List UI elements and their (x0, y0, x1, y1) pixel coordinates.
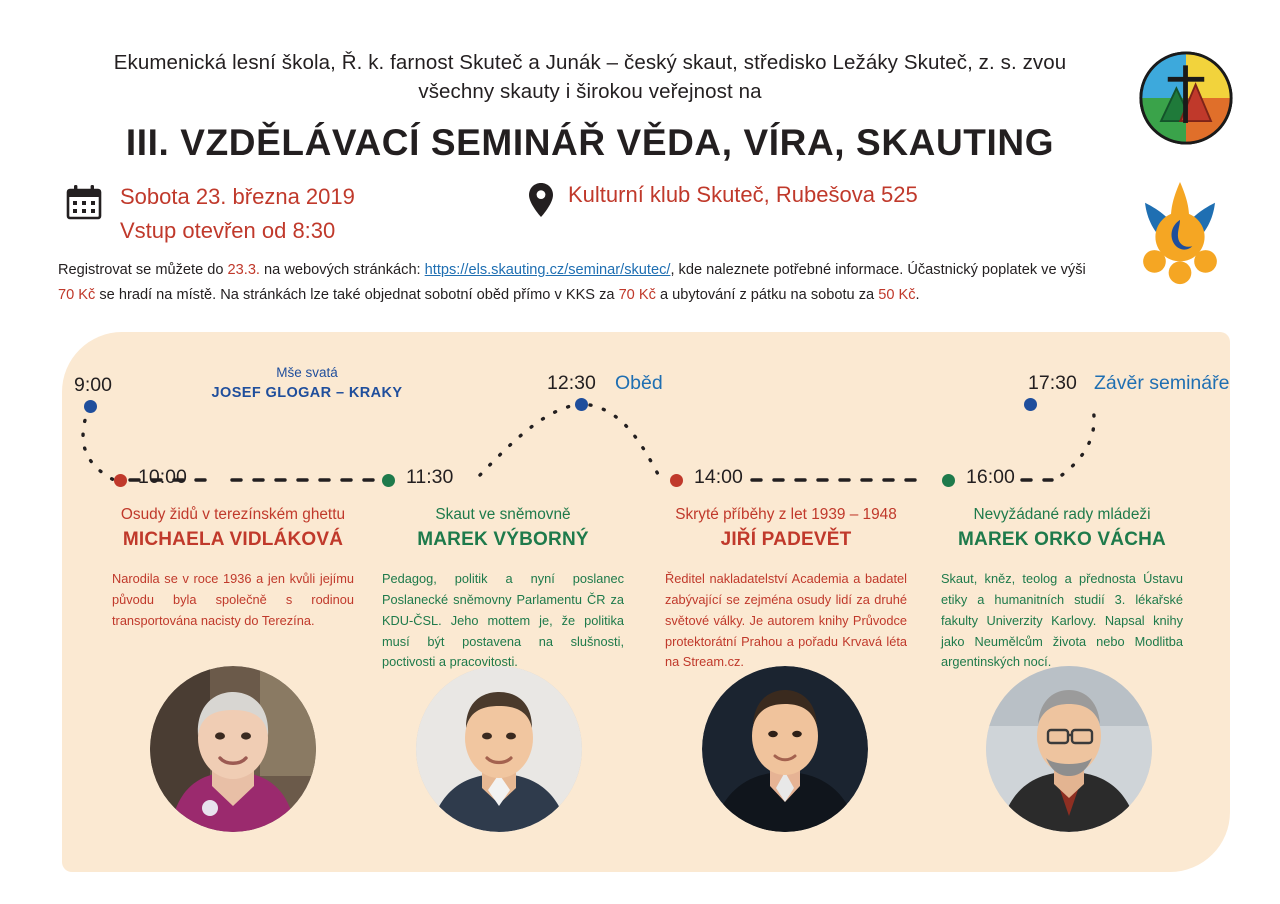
talk-column (661, 505, 911, 673)
talk-topic: Osudy židů v terezínském ghettu (120, 506, 346, 523)
timeline-time-0: 9:00 (74, 374, 112, 396)
timeline-dot-0 (84, 400, 97, 413)
talk-bio: Narodila se v roce 1936 a jen kvůli jejímu původu byla společně s rodinou transportována nacisty do Terezína. (112, 571, 354, 628)
doors-open: Vstup otevřen od 8:30 (120, 218, 336, 244)
fee-participation: 70 Kč (58, 287, 96, 304)
talk-topic: Nevyžádané rady mládeži (973, 506, 1151, 523)
timeline-label-lunch: Oběd (615, 372, 663, 394)
talk-bio: Pedagog, politik a nyní poslanec Poslanecké sněmovny Parlamentu ČR za KDU-ČSL. Jeho mottem je, že politika musí být postavena na slušnosti, poctivosti a pracovitosti. (382, 571, 624, 670)
reg-text-2: na webových stránkách: (260, 262, 425, 278)
portrait-michaela-vidlakova (150, 666, 316, 832)
talk-column (108, 505, 358, 632)
venue: Kulturní klub Skuteč, Rubešova 525 (568, 182, 918, 207)
reg-text-1: Registrovat se můžete do (58, 262, 228, 278)
reg-text-6: . (915, 287, 920, 304)
reg-text-4: se hradí na místě. Na stránkách lze také objednat sobotní oběd přímo v KKS za (95, 287, 619, 304)
talk-speaker: MAREK ORKO VÁCHA (958, 529, 1166, 551)
registration-paragraph (58, 258, 1098, 308)
map-pin-icon (528, 182, 554, 218)
portrait-jiri-padevet (702, 666, 868, 832)
timeline-time-4: 14:00 (694, 466, 743, 488)
mass-celebrant: JOSEF GLOGAR – KRAKY (211, 384, 403, 401)
talk-column (378, 505, 628, 673)
timeline-dot-5 (942, 474, 955, 487)
timeline-time-5: 16:00 (966, 466, 1015, 488)
talk-column (937, 505, 1187, 673)
page-title: III. VZDĚLÁVACÍ SEMINÁŘ VĚDA, VÍRA, SKAUTING (125, 122, 1055, 164)
mass-block (172, 364, 442, 403)
portrait-marek-orko-vacha (986, 666, 1152, 832)
header (60, 48, 1120, 164)
timeline-time-3: 12:30 (547, 372, 596, 394)
mass-subtitle: Mše svatá (276, 365, 338, 380)
calendar-icon (66, 184, 102, 220)
talk-bio: Skaut, kněz, teolog a přednosta Ústavu etiky a humanitních studií 3. lékařské fakulty Univerzity Karlovy. Napsal knihy jako Neumělcům života nebo Modlitba argentinských nocí. (941, 571, 1183, 670)
timeline-dot-6 (1024, 398, 1037, 411)
talk-speaker: JIŘÍ PADEVĚT (720, 529, 852, 551)
fee-lunch: 70 Kč (618, 287, 656, 304)
timeline-label-closing: Závěr semináře (1094, 372, 1230, 394)
timeline-time-1: 10:00 (138, 466, 187, 488)
timeline-dot-1 (114, 474, 127, 487)
talk-topic: Skryté příběhy z let 1939 – 1948 (675, 506, 897, 523)
timeline-dot-3 (575, 398, 588, 411)
talk-speaker: MICHAELA VIDLÁKOVÁ (122, 529, 344, 551)
timeline-time-2: 11:30 (406, 466, 454, 488)
timeline-dot-2 (382, 474, 395, 487)
reg-text-5: a ubytování z pátku na sobotu za (655, 287, 879, 304)
registration-deadline: 23.3. (227, 262, 260, 278)
registration-link[interactable]: https://els.skauting.cz/seminar/skutec/ (424, 262, 671, 278)
talk-topic: Skaut ve sněmovně (435, 506, 571, 523)
talk-bio: Ředitel nakladatelství Academia a badatel zabývající se zejména osudy lidí za druhé světové války. Je autorem knihy Průvodce protektorátní Prahou a pořadu Krvavá léta na Stream.cz. (665, 571, 907, 670)
organizer-line: Ekumenická lesní škola, Ř. k. farnost Skuteč a Junák – český skaut, středisko Ležáky Skuteč, z. s. zvou všechny skauty i širokou veřejnost na (113, 51, 1067, 104)
timeline-dot-4 (670, 474, 683, 487)
event-info (62, 178, 1102, 256)
timeline-time-6: 17:30 (1028, 372, 1077, 394)
portrait-marek-vyborny (416, 666, 582, 832)
event-date: Sobota 23. března 2019 (120, 184, 355, 209)
reg-text-3: , kde naleznete potřebné informace. Účastnický poplatek ve výši (670, 262, 1086, 278)
fee-accommodation: 50 Kč (878, 287, 916, 304)
talk-speaker: MAREK VÝBORNÝ (417, 529, 589, 551)
date-block (120, 180, 355, 248)
ekumenicka-lesni-skola-logo (1138, 50, 1234, 146)
junak-cesky-skaut-logo (1128, 178, 1232, 290)
